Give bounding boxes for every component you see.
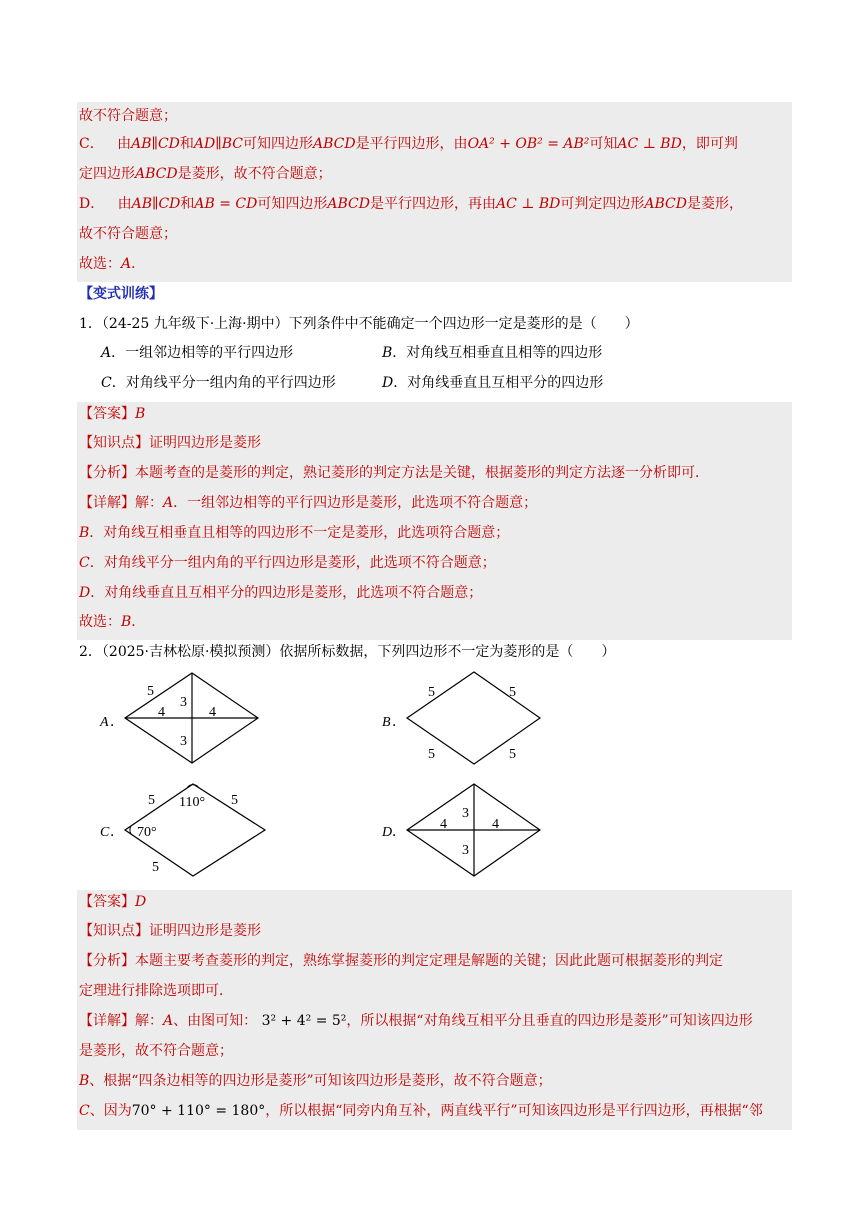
q1-choice: 故选：B．: [79, 614, 146, 630]
q1-analysis: 【分析】本题考查的是菱形的判定，熟记菱形的判定方法是关键，根据菱形的判定方法逐一分析即可．: [79, 465, 709, 481]
prev-option-c-line-2: 定四边形ABCD是菱形，故不符合题意；: [79, 166, 332, 182]
figure-d: [381, 784, 540, 876]
figure-b-dot: ．: [392, 715, 406, 730]
label-a-top: 3: [180, 695, 187, 710]
q1-option-b: B．对角线互相垂直且相等的四边形: [382, 345, 603, 361]
figure-c: [100, 784, 265, 876]
figure-c-letter: C: [100, 825, 110, 840]
label-c-side-left: 5: [148, 793, 155, 808]
figure-a: [99, 673, 258, 763]
q2-figures: [0, 660, 868, 890]
label-b-bottom-right: 5: [509, 747, 516, 762]
q1-answer: 【答案】B: [79, 406, 146, 422]
q2-detail-c: C、因为70° + 110° = 180°，所以根据“同旁内角互补，两直线平行”可知该四边形是平行四边形，再根据“邻: [79, 1103, 763, 1119]
figure-b: [382, 672, 540, 764]
prev-option-d-line: D． 由AB∥CD和AB = CD可知四边形ABCD是平行四边形，再由AC ⊥ BD可判定四边形ABCD是菱形，: [79, 196, 743, 212]
section-title: 【变式训练】: [79, 286, 163, 302]
figure-a-dot: ．: [110, 715, 124, 730]
q2-knowledge: 【知识点】证明四边形是菱形: [79, 923, 261, 939]
q2-stem: 2．（2025·吉林松原·模拟预测）依据所标数据，下列四边形不一定为菱形的是（ ）: [79, 644, 616, 660]
q1-stem: 1．（24-25 九年级下·上海·期中）下列条件中不能确定一个四边形一定是菱形的是（ ）: [79, 316, 639, 332]
label-c-angle-left: 70°: [137, 825, 157, 840]
solution-block-previous: [77, 102, 792, 282]
prev-option-c-line: C． 由AB∥CD和AD∥BC可知四边形ABCD是平行四边形，由OA² + OB² = AB²可知AC ⊥ BD，即可判: [79, 136, 738, 152]
equation-pythagorean: 3² + 4² = 5²: [261, 1013, 347, 1029]
label-c-side-bottom: 5: [152, 860, 159, 875]
figure-b-letter: B: [382, 715, 391, 730]
q2-analysis-2: 定理进行排除选项即可．: [79, 983, 233, 999]
equation-angle-sum: 70° + 110° = 180°: [131, 1103, 266, 1119]
figure-d-letter: D: [382, 825, 393, 840]
q1-option-a: A．一组邻边相等的平行四边形: [101, 345, 294, 361]
prev-choice-line: 故选：A．: [79, 256, 146, 272]
q1-detail-b: B．对角线互相垂直且相等的四边形不一定是菱形，此选项符合题意；: [79, 525, 510, 541]
label-d-right: 4: [492, 817, 499, 832]
label-b-bottom-left: 5: [428, 747, 435, 762]
q2-detail-a: 【详解】解：A、由图可知： 3² + 4² = 5²，所以根据“对角线互相平分且垂直的四边形是菱形”可知该四边形: [79, 1013, 753, 1029]
label-b-top-right: 5: [509, 685, 516, 700]
label-a-left: 4: [158, 705, 165, 720]
label-a-right: 4: [209, 705, 216, 720]
figure-c-dot: ．: [110, 825, 124, 840]
label-c-side-right: 5: [231, 793, 238, 808]
label-a-bottom: 3: [180, 734, 187, 749]
label-d-top: 3: [462, 806, 469, 821]
figure-d-dot: ．: [392, 825, 406, 840]
figure-a-letter: A: [100, 715, 109, 730]
q2-answer: 【答案】D: [79, 894, 147, 910]
q2-analysis-1: 【分析】本题主要考查菱形的判定，熟练掌握菱形的判定定理是解题的关键；因此此题可根据菱形的判定: [79, 953, 723, 969]
q1-detail-c: C．对角线平分一组内角的平行四边形是菱形，此选项不符合题意；: [79, 555, 496, 571]
q1-knowledge: 【知识点】证明四边形是菱形: [79, 435, 261, 451]
label-b-top-left: 5: [428, 685, 435, 700]
rhombus-b: [407, 672, 540, 764]
q2-detail-a-2: 是菱形，故不符合题意；: [79, 1043, 233, 1059]
label-d-left: 4: [440, 817, 447, 832]
q1-detail-a: 【详解】解：A．一组邻边相等的平行四边形是菱形，此选项不符合题意；: [79, 495, 538, 511]
prev-line-5: 故不符合题意；: [79, 226, 177, 242]
prev-line-1: 故不符合题意；: [79, 108, 177, 124]
pythagoras-formula: OA² + OB² = AB²: [467, 136, 590, 152]
label-c-angle-top: 110°: [179, 795, 206, 810]
q1-detail-d: D．对角线垂直且互相平分的四边形是菱形，此选项不符合题意；: [79, 585, 483, 601]
label-a-side: 5: [147, 684, 154, 699]
q1-option-d: D．对角线垂直且互相平分的四边形: [382, 375, 604, 391]
q1-option-c: C．对角线平分一组内角的平行四边形: [101, 375, 336, 391]
q2-detail-b: B、根据“四条边相等的四边形是菱形”可知该四边形是菱形，故不符合题意；: [79, 1073, 552, 1089]
label-d-bottom: 3: [462, 843, 469, 858]
